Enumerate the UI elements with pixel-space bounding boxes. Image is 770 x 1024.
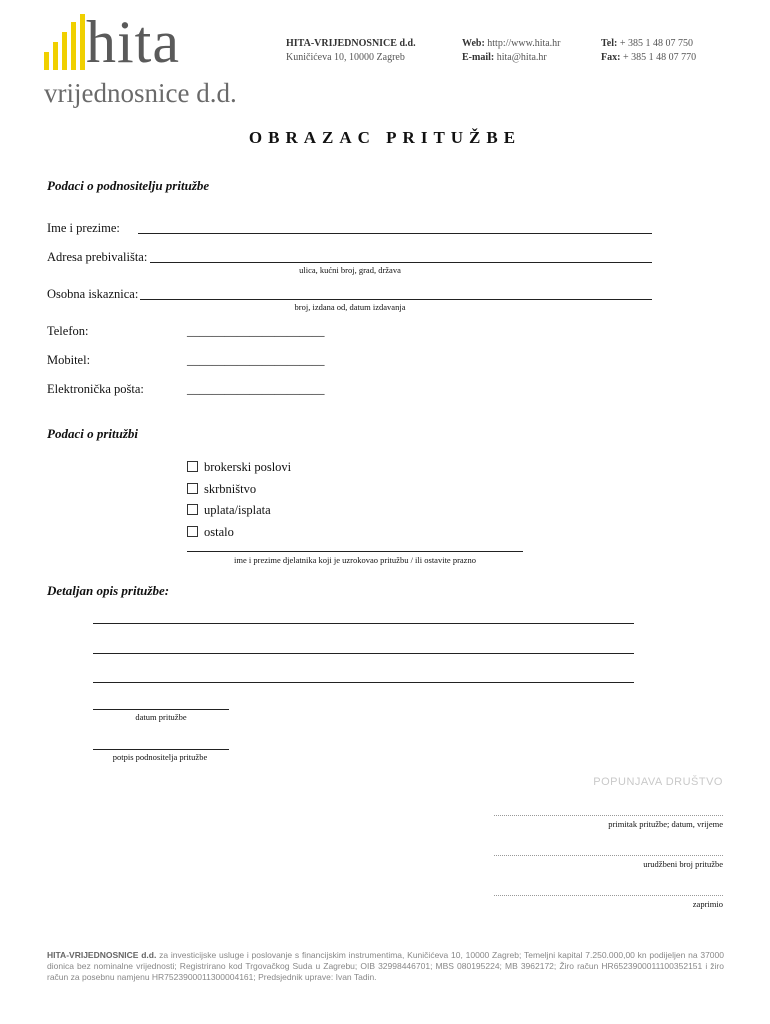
logo-bars-icon [44, 14, 84, 70]
option-brokerage[interactable] [187, 460, 291, 475]
option-label: uplata/isplata [204, 503, 271, 517]
option-label: brokerski poslovi [204, 460, 292, 474]
header-company-name: HITA-VRIJEDNOSNICE d.d. [286, 38, 416, 49]
reg-number-hint: urudžbeni broj pritužbe [643, 859, 723, 869]
employee-field[interactable] [187, 551, 523, 552]
received-by-field[interactable] [494, 895, 723, 896]
option-other[interactable] [187, 525, 234, 540]
web-label: Web: [462, 38, 485, 49]
mobile-label: Mobitel: [47, 353, 91, 367]
logo-wordmark: hita [86, 9, 180, 75]
date-field[interactable] [93, 709, 229, 710]
office-use-heading: POPUNJAVA DRUŠTVO [593, 776, 723, 788]
logo-subtitle: vrijednosnice d.d. [44, 78, 237, 108]
header-web-block [462, 37, 561, 65]
footer-legal-text [47, 950, 724, 983]
reg-number-field[interactable] [494, 855, 723, 856]
section-complaint-heading: Podaci o pritužbi [47, 426, 139, 441]
received-field[interactable] [494, 815, 723, 816]
option-custody[interactable] [187, 482, 256, 497]
checkbox-icon[interactable] [187, 504, 198, 515]
page-title: OBRAZAC PRITUŽBE [248, 128, 522, 147]
email-label: E-mail: [462, 52, 495, 63]
address-label: Adresa prebivališta: [47, 250, 148, 264]
email-field-label: Elektronička pošta: [47, 382, 144, 396]
name-field[interactable] [138, 233, 652, 234]
section-description-heading: Detaljan opis pritužbe: [47, 583, 170, 598]
name-label: Ime i prezime: [47, 221, 120, 235]
checkbox-icon[interactable] [187, 526, 198, 537]
signature-hint: potpis podnositelja pritužbe [112, 752, 208, 762]
date-hint: datum pritužbe [135, 712, 187, 722]
footer-company: HITA-VRIJEDNOSNICE d.d. [47, 950, 157, 960]
tel-label: Tel: [601, 38, 618, 49]
web-value[interactable]: http://www.hita.hr [487, 38, 561, 49]
description-line-2[interactable] [93, 653, 634, 654]
description-line-1[interactable] [93, 623, 634, 624]
header-phone-block [601, 37, 696, 65]
id-card-hint: broj, izdana od, datum izdavanja [294, 302, 406, 312]
footer-details: za investicijske usluge i poslovanje s financijskim instrumentima, Kuničićeva 10, 10000 Zagreb; Temeljni kapital 7.250.000,00 kn podijeljen na 37000 dionica bez nominalne vrijednosti; Registrirano kod Trgovačkog Suda u Zagrebu; OIB 32998446701; MBS 080195224; MB 3962172; Žiro račun HR6523900011100352151 i žiro račun za posebnu namjenu HR7523900011300004161; Predsjednik uprave: Ivan Tadin. [47, 950, 724, 982]
email-value[interactable]: hita@hita.hr [496, 52, 547, 63]
option-label: ostalo [204, 525, 234, 539]
option-payment[interactable] [187, 503, 271, 518]
signature-field[interactable] [93, 749, 229, 750]
tel-value: + 385 1 48 07 750 [619, 38, 693, 49]
phone-field[interactable]: ______________________ [187, 324, 325, 338]
description-line-3[interactable] [93, 682, 634, 683]
checkbox-icon[interactable] [187, 483, 198, 494]
fax-value: + 385 1 48 07 770 [622, 52, 697, 63]
employee-hint: ime i prezime djelatnika koji je uzrokovao pritužbu / ili ostavite prazno [234, 555, 476, 565]
header-company-block [286, 37, 416, 65]
mobile-field[interactable]: ______________________ [187, 353, 325, 367]
fax-label: Fax: [601, 52, 621, 63]
address-field[interactable] [150, 262, 652, 263]
checkbox-icon[interactable] [187, 461, 198, 472]
received-hint: primitak pritužbe; datum, vrijeme [608, 819, 723, 829]
received-by-hint: zaprimio [692, 899, 723, 909]
section-applicant-heading: Podaci o podnositelju pritužbe [47, 178, 210, 193]
phone-label: Telefon: [47, 324, 89, 338]
header-address: Kuničićeva 10, 10000 Zagreb [286, 52, 405, 63]
address-hint: ulica, kućni broj, grad, država [299, 265, 401, 275]
id-card-field[interactable] [140, 299, 652, 300]
id-card-label: Osobna iskaznica: [47, 287, 139, 301]
option-label: skrbništvo [204, 482, 257, 496]
email-field[interactable]: ______________________ [187, 382, 325, 396]
